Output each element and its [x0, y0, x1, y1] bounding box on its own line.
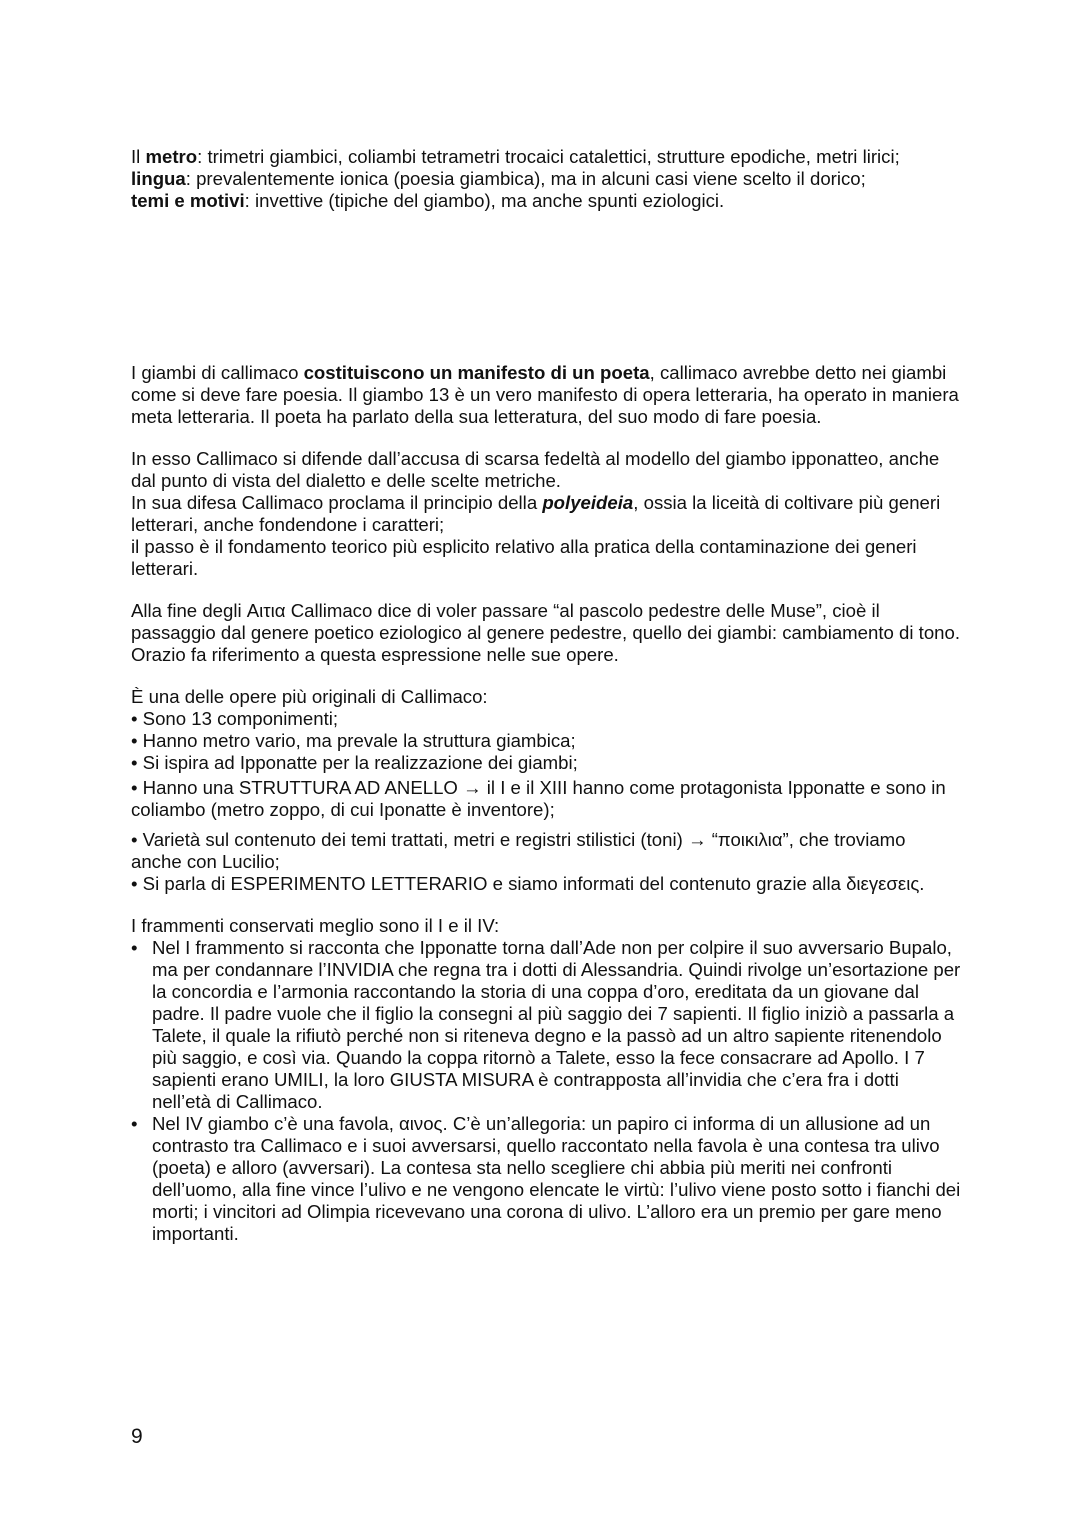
lingua-label: lingua: [131, 168, 186, 189]
aitia-paragraph: Alla fine degli Αιτια Callimaco dice di voler passare “al pascolo pedestre delle Muse”, cioè il passaggio dal genere poetico eziologico al genere pedestre, quello dei giambi: cambiamento di tono. Orazio fa riferimento a questa espressione nelle sue opere.: [131, 600, 961, 665]
list-item: [131, 937, 961, 1113]
temi-label: temi e motivi: [131, 190, 245, 211]
fragment-text: Nel IV giambo c’è una favola, αινος. C’è un’allegoria: un papiro ci informa di un allusione ad un contrasto tra Callimaco e i suoi avversarsi, quello raccontato nella favola è una contesa tra ulivo (poeta) e alloro (avversari). La contesa sta nello scegliere chi abbia più meriti nei confronti dell’uomo, alla fine vince l’ulivo e ne vengono elencate le virtù: l’ulivo viene posto sotto i fianchi dei morti; i vincitori ad Olimpia ricevevano una corona di ulivo. L’alloro era un premio per gare meno importanti.: [152, 1113, 961, 1244]
page-number: 9: [131, 1425, 143, 1448]
defense-paragraph-2: In sua difesa Callimaco proclama il principio della polyeideia, ossia la liceità di coltivare più generi letterari, anche fondendone i caratteri;: [131, 492, 941, 535]
intro-lingua-line: lingua: prevalentemente ionica (poesia giambica), ma in alcuni casi viene scelto il dorico;: [131, 168, 866, 189]
page-content: [131, 146, 961, 1245]
originals-heading: È una delle opere più originali di Callimaco:: [131, 686, 488, 707]
list-item: [131, 1113, 961, 1245]
list-item: • Hanno metro vario, ma prevale la struttura giambica;: [131, 730, 576, 751]
list-item: • Varietà sul contenuto dei temi trattati, metri e registri stilistici (toni) → “ποικιλια”, che troviamo anche con Lucilio;: [131, 829, 906, 872]
list-item: • Sono 13 componimenti;: [131, 708, 339, 729]
bullet-icon: •: [131, 937, 138, 958]
manifesto-paragraph: I giambi di callimaco costituiscono un manifesto di un poeta, callimaco avrebbe detto nei giambi come si deve fare poesia. Il giambo 13 è un vero manifesto di opera letteraria, ha operato in maniera meta letteraria. Il poeta ha parlato della sua letteratura, del suo modo di fare poesia.: [131, 362, 959, 427]
intro-metro-line: Il metro: trimetri giambici, coliambi tetrametri trocaici catalettici, strutture epodiche, metri lirici;: [131, 146, 900, 167]
originals-list: [131, 708, 961, 895]
defense-paragraph-3: il passo è il fondamento teorico più esplicito relativo alla pratica della contaminazione dei generi letterari.: [131, 536, 917, 579]
intro-temi-line: temi e motivi: invettive (tipiche del giambo), ma anche spunti eziologici.: [131, 190, 725, 211]
list-item: • Si ispira ad Ipponatte per la realizzazione dei giambi;: [131, 752, 578, 773]
bullet-icon: •: [131, 1113, 138, 1134]
fragment-text: Nel I frammento si racconta che Ipponatte torna dall’Ade non per colpire il suo avversario Bupalo, ma per condannare l’INVIDIA che regna tra i dotti di Alessandria. Quindi rivolge un’esortazione per la concordia e l’armonia raccontando la storia di una coppa d’oro, ereditata da un giovane dal padre. Il padre vuole che il figlio la consegni al più saggio dei 7 sapienti. Il figlio iniziò a passarla a Talete, il quale la rifiutò perché non si riteneva degno e la passò ad un altro sapiente ritenendolo più saggio, e così via. Quando la coppa ritornò a Talete, esso la fece consacrare ad Apollo. I 7 sapienti erano UMILI, la loro GIUSTA MISURA è contrapposta all’invidia che c’era fra i dotti nell’età di Callimaco.: [152, 937, 961, 1112]
fragments-list: [131, 937, 961, 1245]
fragments-heading: I frammenti conservati meglio sono il I e il IV:: [131, 915, 500, 936]
polyeideia-term: polyeideia: [542, 492, 634, 513]
manifesto-bold: costituiscono un manifesto di un poeta: [303, 362, 650, 383]
list-item: • Si parla di ESPERIMENTO LETTERARIO e siamo informati del contenuto grazie alla διεγεσεις.: [131, 873, 925, 894]
list-item: • Hanno una STRUTTURA AD ANELLO → il I e il XIII hanno come protagonista Ipponatte e sono in coliambo (metro zoppo, di cui Iponatte è inventore);: [131, 777, 946, 820]
metro-label: metro: [145, 146, 198, 167]
defense-paragraph-1: In esso Callimaco si difende dall’accusa di scarsa fedeltà al modello del giambo ipponatteo, anche dal punto di vista del dialetto e delle scelte metriche.: [131, 448, 940, 491]
